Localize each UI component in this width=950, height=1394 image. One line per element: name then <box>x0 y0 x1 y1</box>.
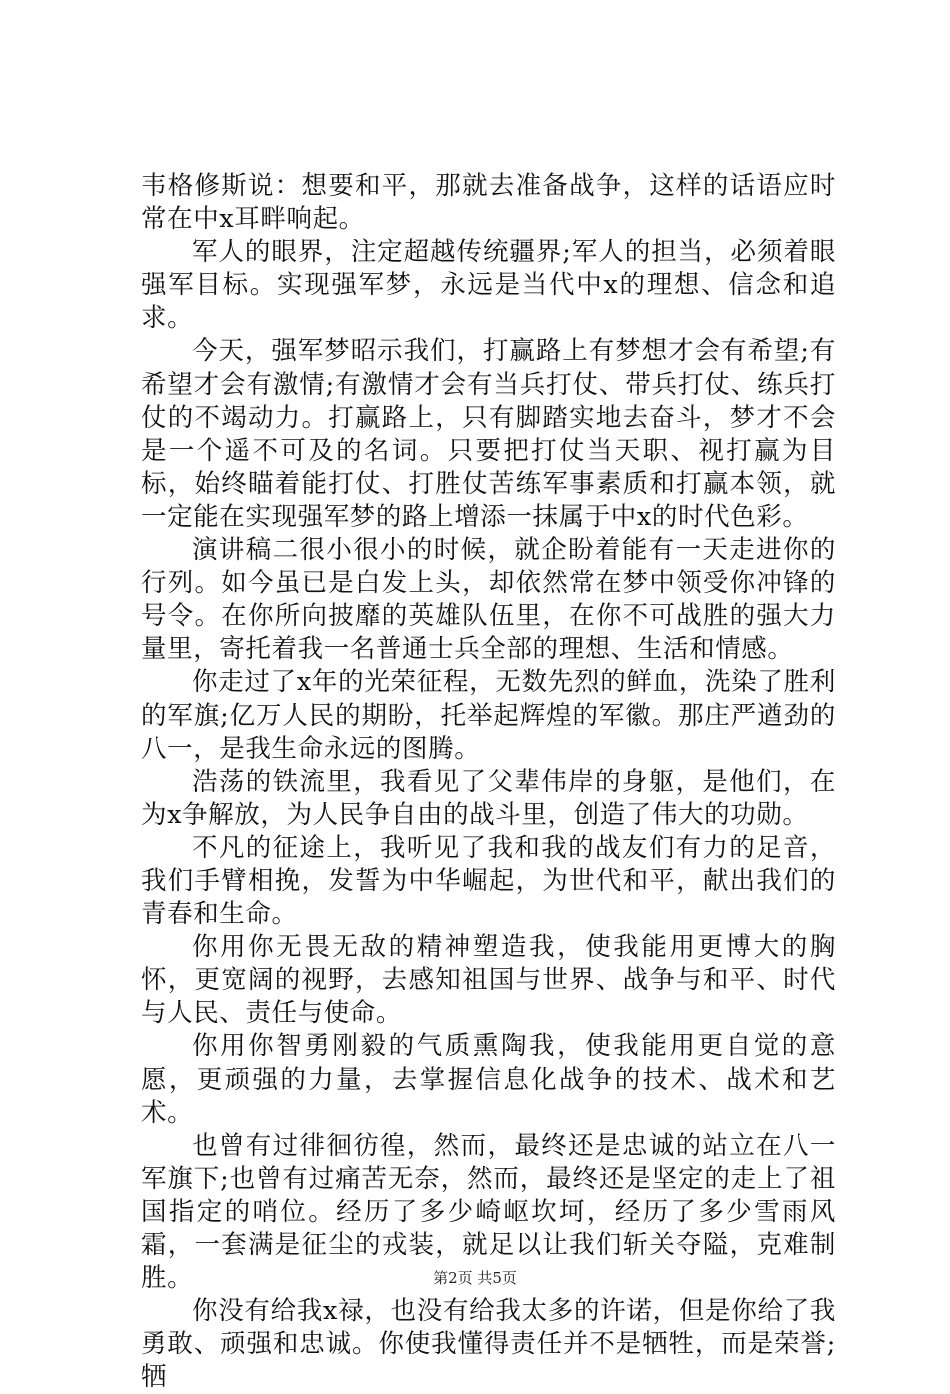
paragraph: 也曾有过徘徊彷徨，然而，最终还是忠诚的站立在八一军旗下;也曾有过痛苦无奈，然而，最终还是坚定的走上了祖国指定的哨位。经历了多少崎岖坎坷，经历了多少雪雨风霜，一套满是征尘的戎装，就足以让我们斩关夺隘，克难制胜。 <box>141 1130 836 1294</box>
page-number-footer: 第2页 共5页 <box>433 1269 517 1287</box>
paragraph: 你用你智勇刚毅的气质熏陶我，使我能用更自觉的意愿，更顽强的力量，去掌握信息化战争的技术、战术和艺术。 <box>141 1031 836 1128</box>
paragraph: 军人的眼界，注定超越传统疆界;军人的担当，必须着眼强军目标。实现强军梦，永远是当代中x的理想、信念和追求。 <box>141 237 836 334</box>
paragraph: 今天，强军梦昭示我们，打赢路上有梦想才会有希望;有希望才会有激情;有激情才会有当兵打仗、带兵打仗、练兵打仗的不竭动力。打赢路上，只有脚踏实地去奋斗，梦才不会是一个遥不可及的名词。只要把打仗当天职、视打赢为目标，始终瞄着能打仗、打胜仗苦练军事素质和打赢本领，就一定能在实现强军梦的路上增添一抹属于中x的时代色彩。 <box>141 336 836 532</box>
paragraph: 演讲稿二很小很小的时候，就企盼着能有一天走进你的行列。如今虽已是白发上头，却依然常在梦中领受你冲锋的号令。在你所向披靡的英雄队伍里，在你不可战胜的强大力量里，寄托着我一名普通士兵全部的理想、生活和情感。 <box>141 535 836 665</box>
paragraph: 你没有给我x禄，也没有给我太多的许诺，但是你给了我勇敢、顽强和忠诚。你使我懂得责任并不是牺牲，而是荣誉;牺 <box>141 1296 836 1393</box>
paragraph: 你走过了x年的光荣征程，无数先烈的鲜血，洗染了胜利的军旗;亿万人民的期盼，托举起辉煌的军徽。那庄严遒劲的八一，是我生命永远的图腾。 <box>141 667 836 764</box>
paragraph: 你用你无畏无敌的精神塑造我，使我能用更博大的胸怀，更宽阔的视野，去感知祖国与世界、战争与和平、时代与人民、责任与使命。 <box>141 932 836 1029</box>
paragraph: 不凡的征途上，我听见了我和我的战友们有力的足音，我们手臂相挽，发誓为中华崛起，为世代和平，献出我们的青春和生命。 <box>141 832 836 930</box>
paragraph: 浩荡的铁流里，我看见了父辈伟岸的身躯，是他们，在为x争解放，为人民争自由的战斗里，创造了伟大的功勋。 <box>141 766 836 830</box>
document-body <box>141 170 836 1394</box>
paragraph: 韦格修斯说：想要和平，那就去准备战争，这样的话语应时常在中x耳畔响起。 <box>141 171 836 235</box>
